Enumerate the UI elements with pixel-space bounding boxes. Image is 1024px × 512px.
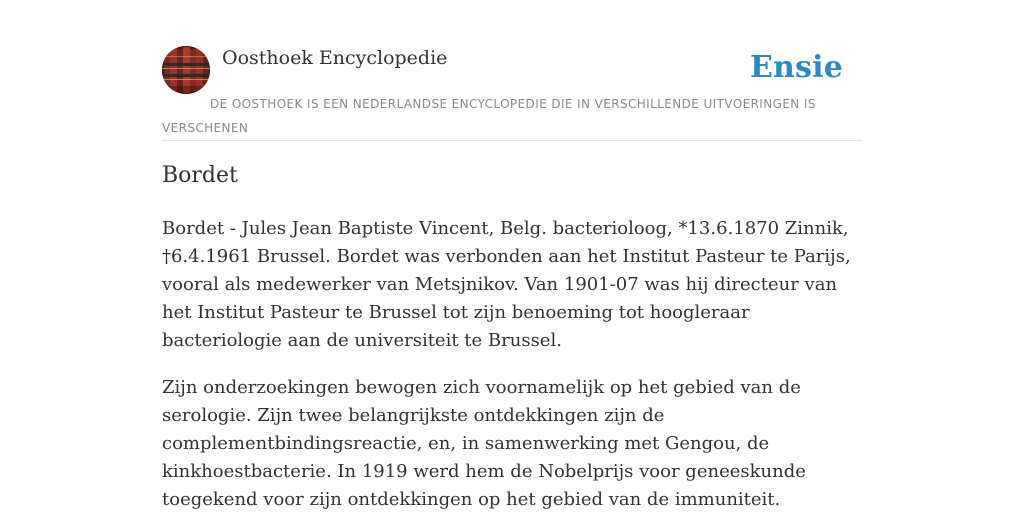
brand-logo[interactable]: Ensie — [749, 50, 843, 85]
article-paragraph: Bordet - Jules Jean Baptiste Vincent, Belg. bacterioloog, *13.6.1870 Zinnik, †6.4.1961 Brussel. Bordet was verbonden aan het Institut Pasteur te Parijs, vooral als medewerker van Metsjnikov. Van 1901-07 was hij directeur van het Institut Pasteur te Brussel tot zijn benoeming tot hoogleraar bacteriologie aan de universiteit te Brussel. — [162, 218, 851, 351]
page-title: Bordet — [162, 163, 238, 188]
encyclopedia-books-icon[interactable] — [162, 46, 210, 94]
site-name-link[interactable]: Oosthoek Encyclopedie — [222, 47, 448, 69]
article-body — [162, 215, 864, 512]
site-header — [162, 46, 862, 141]
article-paragraph: Zijn onderzoekingen bewogen zich voornamelijk op het gebied van de serologie. Zijn twee belangrijkste ontdekkingen zijn de complementbindingsreactie, en, in samenwerking met Gengou, de kinkhoestbacterie. In 1919 werd hem de Nobelprijs voor geneeskunde toegekend voor zijn ontdekkingen op het gebied van de immuniteit. — [162, 377, 806, 510]
site-tagline: DE OOSTHOEK IS EEN NEDERLANDSE ENCYCLOPEDIE DIE IN VERSCHILLENDE UITVOERINGEN IS VERSCHENEN — [162, 97, 816, 135]
